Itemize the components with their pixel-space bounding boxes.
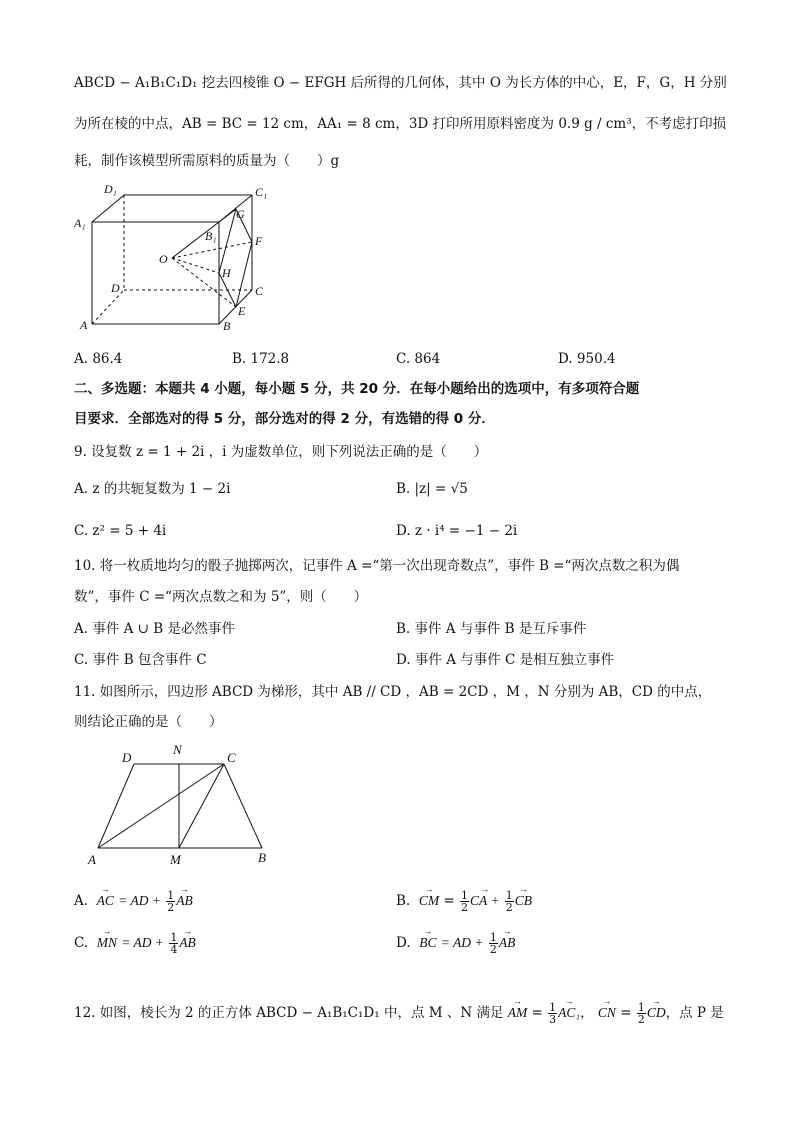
vector-mn: → MN: [97, 934, 117, 952]
frac-den: 4: [170, 943, 178, 956]
q8-option-c[interactable]: C. 864: [396, 351, 441, 367]
q12-stem-line1: 12. 如图，棱长为 2 的正方体 ABCD − A₁B₁C₁D₁ 中，点 M 、N 满足 → AM = $\frac{1}{3}$ → AC₁， → CN = $\frac{1}{2}$ → CD，点 P 是: [74, 1002, 724, 1025]
fraction: [169, 932, 178, 955]
q8-option-a[interactable]: A. 86.4: [74, 351, 123, 367]
q8-text-line3: 耗，制作该模型所需原料的质量为（ ）g: [74, 153, 340, 169]
q9-option-d[interactable]: D. z · i⁴ = −1 − 2i: [396, 523, 518, 539]
section2-heading-line2: 目要求．全部选对的得 5 分，部分选对的得 2 分，有选错的得 0 分．: [74, 411, 495, 427]
vector-ac1: → AC₁: [558, 1004, 580, 1022]
frac-num: 1: [170, 931, 178, 944]
q11-stem-line1: 11. 如图所示，四边形 ABCD 为梯形，其中 AB // CD ，AB = 2CD ，M ，N 分别为 AB，CD 的中点，: [74, 684, 712, 700]
q8-text-line2: 为所在棱的中点，AB = BC = 12 cm，AA₁ = 8 cm，3D 打印所用原料密度为 0.9 g / cm³，不考虑打印损: [74, 116, 727, 132]
q8-text-line1: ABCD − A₁B₁C₁D₁ 挖去四棱锥 O − EFGH 后所得的几何体，其中 O 为长方体的中心，E，F，G，H 分别: [74, 75, 727, 91]
vector-cn: → CN: [598, 1004, 616, 1022]
label-B-trap: B: [258, 850, 266, 865]
q10-stem-line2: 数”，事件 C =“两次点数之和为 5”，则（ ）: [74, 589, 368, 605]
label-D1: D₁: [104, 182, 117, 196]
vector-ca: → CA +: [470, 892, 500, 910]
fraction: [637, 1002, 646, 1025]
label-N: N: [173, 742, 182, 757]
q12-tail: ，点 P 是: [665, 1005, 724, 1021]
option-letter: A.: [74, 893, 89, 909]
label-B: B: [223, 319, 231, 333]
q11-stem-line2: 则结论正确的是（ ）: [74, 714, 223, 730]
q10-option-b[interactable]: B. 事件 A 与事件 B 是互斥事件: [396, 621, 587, 637]
fraction: [548, 1002, 557, 1025]
q11-option-b[interactable]: [396, 890, 532, 913]
frac-num: 1: [549, 1001, 557, 1014]
label-D-trap: D: [122, 750, 132, 765]
q10-option-c[interactable]: C. 事件 B 包含事件 C: [74, 652, 207, 668]
label-A1: A₁: [74, 216, 86, 230]
label-C-trap: C: [227, 750, 236, 765]
q10-option-a[interactable]: A. 事件 A ∪ B 是必然事件: [74, 621, 235, 637]
frac-den: 2: [505, 901, 513, 914]
q9-option-c[interactable]: C. z² = 5 + 4i: [74, 523, 167, 539]
label-A: A: [80, 318, 88, 332]
expr-mid: = AD +: [440, 935, 484, 950]
label-G: G: [236, 207, 245, 221]
expr-mid: =: [443, 893, 455, 909]
cuboid-figure: [74, 182, 274, 342]
vector-cb: → CB: [515, 892, 532, 910]
frac-den: 2: [637, 1013, 645, 1026]
fraction: [489, 932, 498, 955]
q10-option-d[interactable]: D. 事件 A 与事件 C 是相互独立事件: [396, 652, 615, 668]
expr-mid: = AD +: [118, 893, 161, 908]
frac-den: 2: [460, 901, 468, 914]
label-F: F: [255, 234, 263, 248]
label-A-trap: A: [88, 852, 96, 867]
q11-option-d[interactable]: [396, 932, 515, 955]
frac-den: 2: [167, 901, 175, 914]
q9-stem: 9. 设复数 z = 1 + 2i ，i 为虚数单位，则下列说法正确的是（ ）: [74, 444, 488, 460]
label-M: M: [170, 852, 181, 867]
frac-den: 2: [489, 943, 497, 956]
vector-ab: → AB: [176, 892, 193, 910]
q9-option-a[interactable]: A. z 的共轭复数为 1 − 2i: [74, 481, 231, 497]
vector-ab: → AB: [499, 934, 516, 952]
frac-num: 1: [505, 889, 513, 902]
option-letter: C.: [74, 935, 89, 951]
vector-am: → AM: [508, 1004, 528, 1022]
vector-cd: → CD: [647, 1004, 666, 1022]
frac-num: 1: [460, 889, 468, 902]
label-O: O: [159, 252, 168, 266]
q10-stem-line1: 10. 将一枚质地均匀的骰子抛掷两次，记事件 A =“第一次出现奇数点”，事件 B =“两次点数之积为偶: [74, 558, 680, 574]
fraction: [460, 890, 469, 913]
label-C: C: [255, 284, 264, 298]
label-H: H: [222, 266, 231, 280]
vector-cm: → CM: [419, 892, 439, 910]
option-letter: B.: [396, 893, 411, 909]
vector-bc: → BC: [419, 934, 436, 952]
q8-option-d[interactable]: D. 950.4: [558, 351, 616, 367]
fraction: [166, 890, 175, 913]
fraction: [505, 890, 514, 913]
label-D: D: [111, 281, 120, 295]
expr-mid: = AD +: [121, 935, 165, 950]
q8-option-b[interactable]: B. 172.8: [232, 351, 290, 367]
label-B1: B₁: [205, 229, 217, 243]
label-C1: C₁: [255, 185, 268, 199]
q12-text: 12. 如图，棱长为 2 的正方体 ABCD − A₁B₁C₁D₁ 中，点 M 、N 满足: [74, 1005, 504, 1021]
frac-den: 3: [549, 1013, 557, 1026]
q11-option-a[interactable]: [74, 890, 193, 913]
option-letter: D.: [396, 935, 411, 951]
frac-num: 1: [489, 931, 497, 944]
label-E: E: [238, 304, 246, 318]
q11-option-c[interactable]: [74, 932, 196, 955]
frac-num: 1: [637, 1001, 645, 1014]
trapezoid-figure: [84, 740, 284, 870]
q9-option-b[interactable]: B. |z| = √5: [396, 481, 468, 497]
section2-heading-line1: 二、多选题：本题共 4 小题，每小题 5 分，共 20 分．在每小题给出的选项中，有多项符合题: [74, 381, 640, 397]
vector-ab: → AB: [179, 934, 196, 952]
frac-num: 1: [167, 889, 175, 902]
vector-ac: → AC: [97, 892, 114, 910]
